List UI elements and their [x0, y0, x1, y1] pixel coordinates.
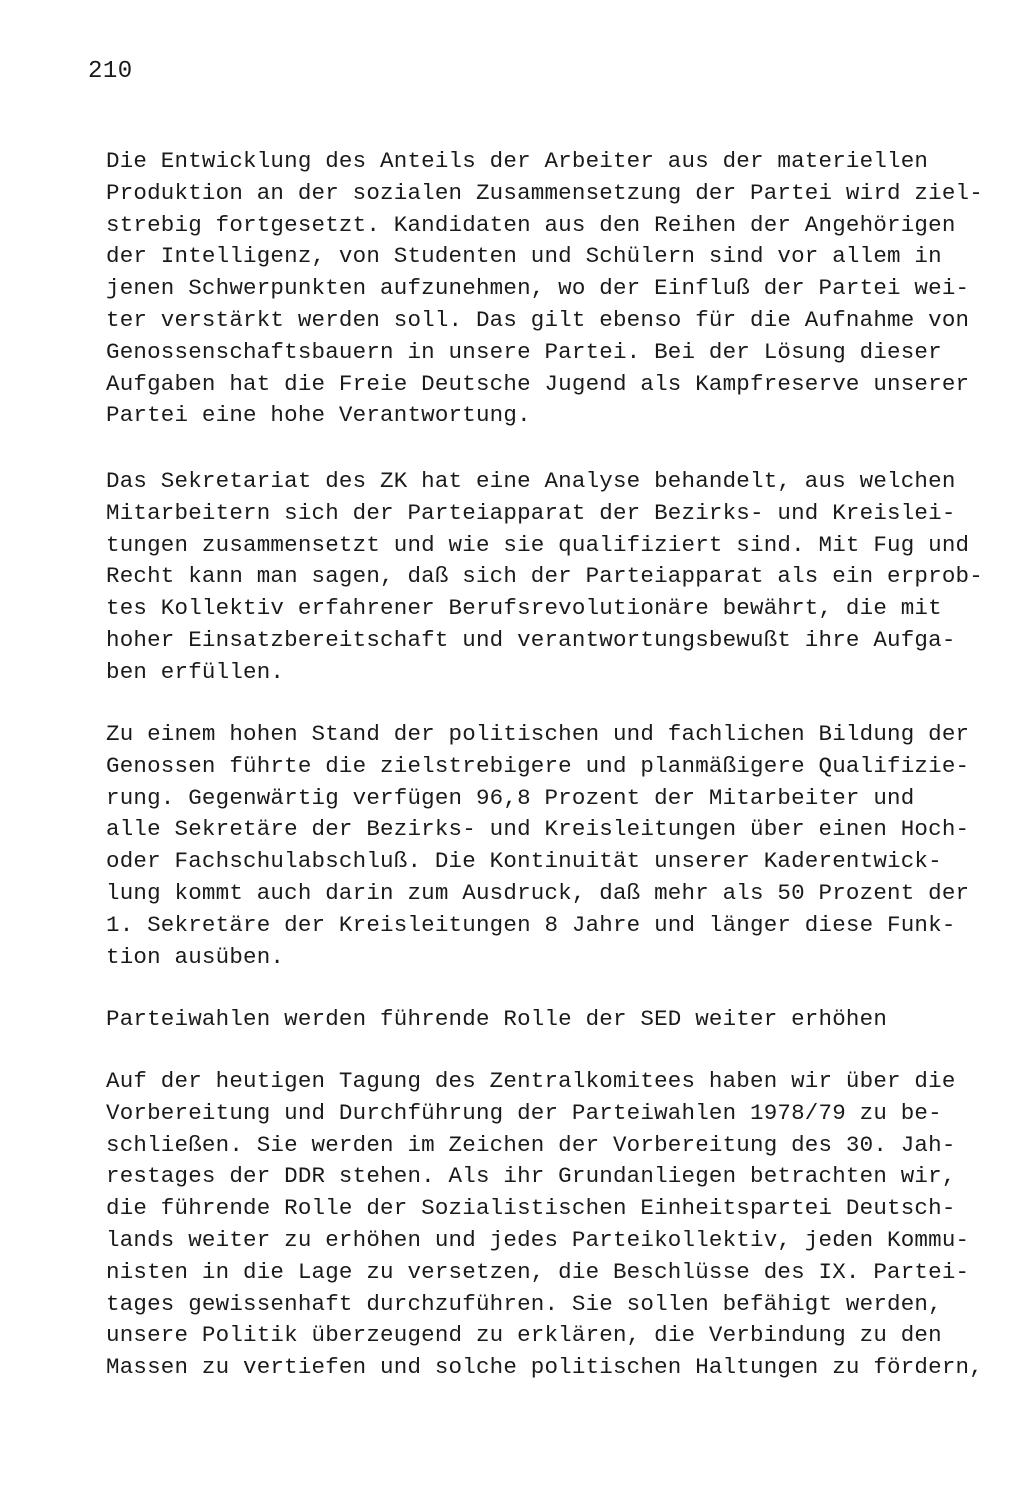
text-line: Mitarbeitern sich der Parteiapparat der Bezirks- und Kreislei- [106, 499, 956, 526]
text-line: restages der DDR stehen. Als ihr Grundanliegen betrachten wir, [106, 1163, 956, 1190]
text-line: Vorbereitung und Durchführung der Parteiwahlen 1978/79 zu be- [106, 1099, 942, 1126]
text-line: schließen. Sie werden im Zeichen der Vorbereitung des 30. Jah- [106, 1131, 956, 1158]
paragraph-3 [106, 719, 969, 973]
paragraph-2 [106, 466, 983, 689]
text-line: strebig fortgesetzt. Kandidaten aus den Reihen der Angehörigen [106, 211, 956, 238]
text-line: tungen zusammensetzt und wie sie qualifiziert sind. Mit Fug und [106, 531, 970, 558]
text-line: Produktion an der sozialen Zusammensetzung der Partei wird ziel- [106, 179, 983, 206]
text-line: unsere Politik überzeugend zu erklären, die Verbindung zu den [106, 1322, 942, 1349]
text-line: ter verstärkt werden soll. Das gilt ebenso für die Aufnahme von [106, 306, 970, 333]
paragraph-4 [106, 1066, 983, 1384]
heading-text: Parteiwahlen werden führende Rolle der SED weiter erhöhen [106, 1006, 888, 1032]
text-line: oder Fachschulabschluß. Die Kontinuität unserer Kaderentwick- [106, 848, 942, 875]
text-line: jenen Schwerpunkten aufzunehmen, wo der Einfluß der Partei wei- [106, 275, 970, 302]
text-line: tion ausüben. [106, 943, 285, 970]
paragraph-1 [106, 146, 983, 432]
section-heading [106, 1003, 887, 1035]
text-line: 1. Sekretäre der Kreisleitungen 8 Jahre und länger diese Funk- [106, 911, 956, 938]
text-line: hoher Einsatzbereitschaft und verantwortungsbewußt ihre Aufga- [106, 626, 956, 653]
text-line: Das Sekretariat des ZK hat eine Analyse behandelt, aus welchen [106, 468, 956, 494]
text-line: Partei eine hohe Verantwortung. [106, 402, 531, 429]
text-line: Massen zu vertiefen und solche politischen Haltungen zu fördern, [106, 1354, 983, 1381]
text-line: Genossenschaftsbauern in unsere Partei. Bei der Lösung dieser [106, 338, 942, 365]
text-line: ben erfüllen. [106, 658, 285, 685]
text-line: lands weiter zu erhöhen und jedes Parteikollektiv, jeden Kommu- [106, 1226, 970, 1253]
text-line: alle Sekretäre der Bezirks- und Kreisleitungen über einen Hoch- [106, 816, 970, 843]
text-line: die führende Rolle der Sozialistischen Einheitspartei Deutsch- [106, 1195, 956, 1222]
text-line: Aufgaben hat die Freie Deutsche Jugend als Kampfreserve unserer [106, 370, 970, 397]
text-line: Genossen führte die zielstrebigere und planmäßigere Qualifizie- [106, 752, 970, 779]
text-line: Auf der heutigen Tagung des Zentralkomitees haben wir über die [106, 1068, 956, 1094]
text-line: rung. Gegenwärtig verfügen 96,8 Prozent der Mitarbeiter und [106, 784, 915, 811]
text-line: tes Kollektiv erfahrener Berufsrevolutionäre bewährt, die mit [106, 595, 942, 622]
text-line: nisten in die Lage zu versetzen, die Beschlüsse des IX. Partei- [106, 1258, 970, 1285]
text-line: lung kommt auch darin zum Ausdruck, daß mehr als 50 Prozent der [106, 879, 970, 906]
text-line: Recht kann man sagen, daß sich der Parteiapparat als ein erprob- [106, 563, 983, 590]
text-line: Die Entwicklung des Anteils der Arbeiter aus der materiellen [106, 148, 929, 174]
text-line: Zu einem hohen Stand der politischen und fachlichen Bildung der [106, 721, 970, 747]
text-line: der Intelligenz, von Studenten und Schülern sind vor allem in [106, 243, 942, 270]
page-number: 210 [88, 58, 133, 85]
text-line: tages gewissenhaft durchzuführen. Sie sollen befähigt werden, [106, 1290, 942, 1317]
